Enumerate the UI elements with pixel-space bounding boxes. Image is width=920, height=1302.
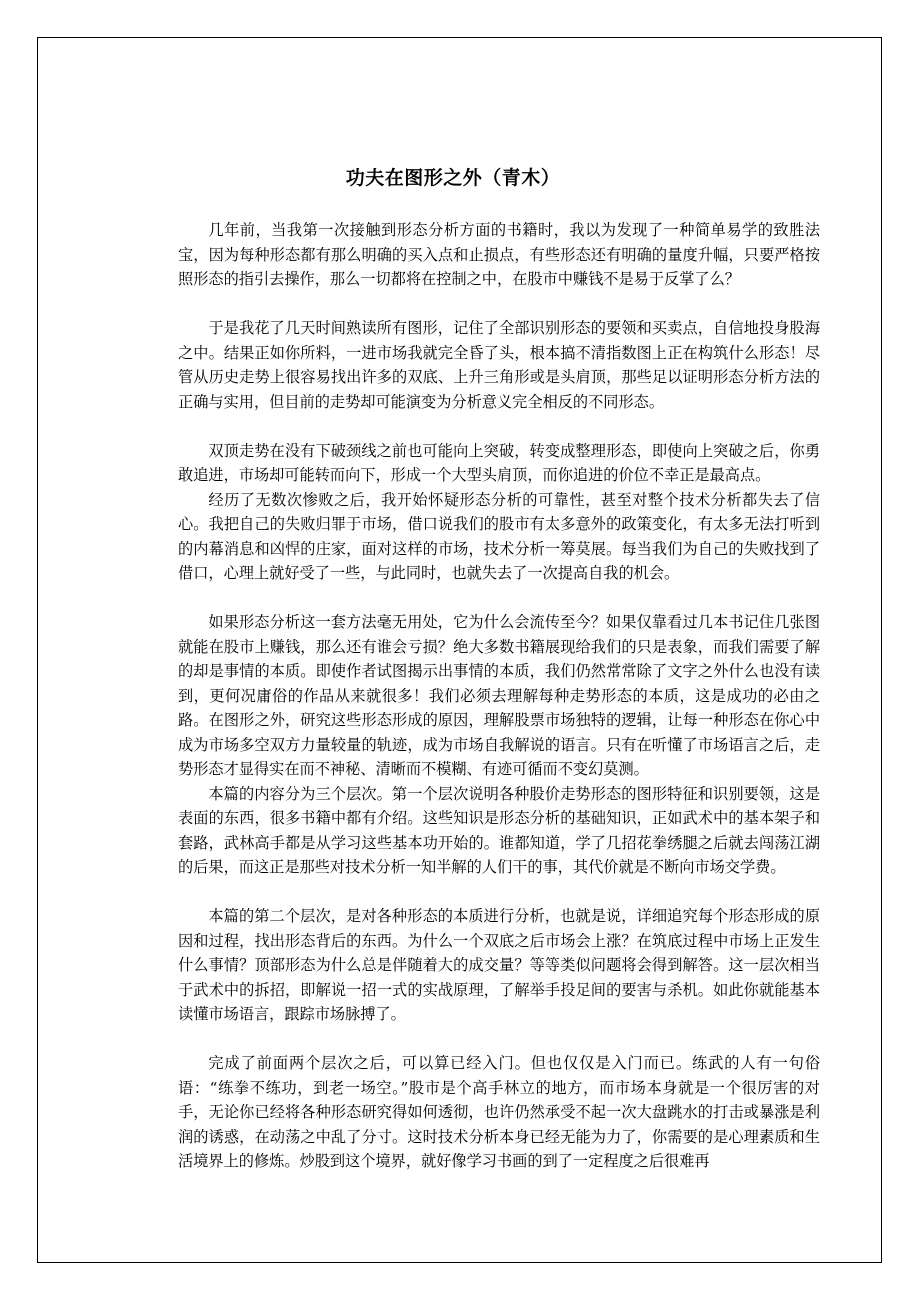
document-body [178,218,820,1174]
paragraph-spacer [178,292,820,317]
paragraph-spacer [178,1027,820,1052]
page-border [37,37,882,1263]
paragraph-spacer [178,586,820,611]
document-title: 功夫在图形之外（青木） [345,167,561,189]
paragraph-1: 几年前，当我第一次接触到形态分析方面的书籍时，我以为发现了一种简单易学的致胜法宝，因为每种形态都有那么明确的买入点和止损点，有些形态还有明确的量度升幅，只要严格按照形态的指引去操作，那么一切都将在控制之中，在股市中赚钱不是易于反掌了么？ [178,221,820,288]
paragraph-6: 本篇的内容分为三个层次。第一个层次说明各种股价走势形态的图形特征和识别要领，这是表面的东西，很多书籍中都有介绍。这些知识是形态分析的基础知识，正如武术中的基本架子和套路，武林高手都是从学习这些基本功开始的。谁都知道，学了几招花拳绣腿之后就去闯荡江湖的后果，而这正是那些对技术分析一知半解的人们干的事，其代价就是不断向市场交学费。 [178,784,820,876]
paragraph-spacer [178,880,820,905]
paragraph-spacer [178,414,820,439]
paragraph-4: 经历了无数次惨败之后，我开始怀疑形态分析的可靠性，甚至对整个技术分析都失去了信心。我把自己的失败归罪于市场，借口说我们的股市有太多意外的政策变化，有太多无法打听到的内幕消息和凶悍的庄家，面对这样的市场，技术分析一筹莫展。每当我们为自己的失败找到了借口，心理上就好受了一些，与此同时，也就失去了一次提高自我的机会。 [178,490,820,582]
paragraph-7: 本篇的第二个层次，是对各种形态的本质进行分析，也就是说，详细追究每个形态形成的原因和过程，找出形态背后的东西。为什么一个双底之后市场会上涨？在筑底过程中市场上正发生什么事情？顶部形态为什么总是伴随着大的成交量？等等类似问题将会得到解答。这一层次相当于武术中的拆招，即解说一招一式的实战原理，了解举手投足间的要害与杀机。如此你就能基本读懂市场语言，跟踪市场脉搏了。 [178,907,820,1023]
paragraph-8: 完成了前面两个层次之后，可以算已经入门。但也仅仅是入门而已。练武的人有一句俗语：“练拳不练功，到老一场空。”股市是个高手林立的地方，而市场本身就是一个很厉害的对手，无论你已经将各种形态研究得如何透彻，也许仍然承受不起一次大盘跳水的打击或暴涨是利润的诱惑，在动荡之中乱了分寸。这时技术分析本身已经无能为力了，你需要的是心理素质和生活境界上的修炼。炒股到这个境界，就好像学习书画的到了一定程度之后很难再 [178,1054,820,1170]
paragraph-3: 双顶走势在没有下破颈线之前也可能向上突破，转变成整理形态，即使向上突破之后，你勇敢追进，市场却可能转而向下，形成一个大型头肩顶，而你追进的价位不幸正是最高点。 [178,441,820,484]
paragraph-2: 于是我花了几天时间熟读所有图形，记住了全部识别形态的要领和买卖点，自信地投身股海之中。结果正如你所料，一进市场我就完全昏了头，根本搞不清指数图上正在构筑什么形态！尽管从历史走势上很容易找出许多的双底、上升三角形或是头肩顶，那些足以证明形态分析方法的正确与实用，但目前的走势却可能演变为分析意义完全相反的不同形态。 [178,319,820,411]
paragraph-5: 如果形态分析这一套方法毫无用处，它为什么会流传至今？如果仅靠看过几本书记住几张图就能在股市上赚钱，那么还有谁会亏损？绝大多数书籍展现给我们的只是表象，而我们需要了解的却是事情的本质。即使作者试图揭示出事情的本质，我们仍然常常除了文字之外什么也没有读到，更何况庸俗的作品从来就很多！我们必须去理解每种走势形态的本质，这是成功的必由之路。在图形之外，研究这些形态形成的原因，理解股票市场独特的逻辑，让每一种形态在你心中成为市场多空双方力量较量的轨迹，成为市场自我解说的语言。只有在听懂了市场语言之后，走势形态才显得实在而不神秘、清晰而不模糊、有迹可循而不变幻莫测。 [178,613,820,778]
